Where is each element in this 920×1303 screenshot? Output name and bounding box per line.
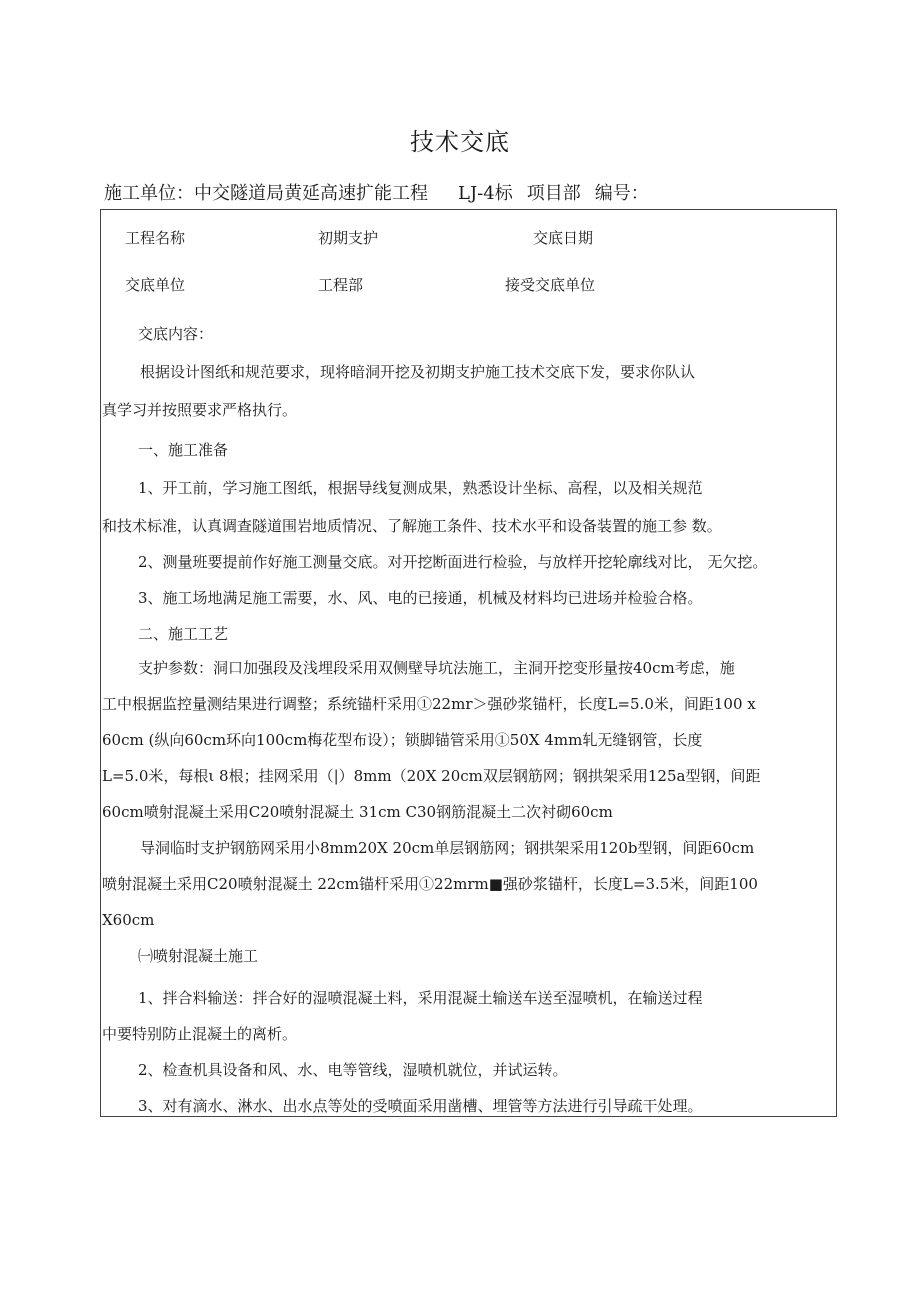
section-number: LJ-4标 (458, 183, 513, 204)
receiver-label: 接受交底单位 (505, 276, 596, 294)
section-2-para-1-line-5: 60cm喷射混凝土采用C20喷射混凝土 31cm C30钢筋混凝土二次衬砌60cm (102, 803, 613, 821)
section-2-para-1-line-3: 60cm (纵向60cm环向100cm梅花型布设）；锁脚锚管采用①50X 4mm轧无缝钢管，长度 (102, 731, 703, 749)
section-1-para-1-line-2: 和技术标准，认真调查隧道围岩地质情况、了解施工条件、技术水平和设备装置的施工参 数。 (102, 517, 722, 535)
project-name-value: 初期支护 (318, 229, 379, 247)
section-1-para-2: 2、测量班要提前作好施工测量交底。对开挖断面进行检验，与放样开挖轮廓线对比， 无欠挖。 (138, 553, 768, 571)
unit-label: 施工单位： (104, 183, 194, 204)
document-header (104, 179, 649, 205)
section-2-para-2-line-2: 喷射混凝土采用C20喷射混凝土 22cm锚杆采用①22mrm■强砂浆锚杆，长度L=3.5米，间距100 (102, 875, 758, 893)
unit-value: 中交隧道局黄延高速扩能工程 (194, 183, 428, 204)
subsection-1-para-2: 2、检查机具设备和风、水、电等管线，湿喷机就位，并试运转。 (138, 1061, 568, 1079)
section-2-title: 二、施工工艺 (138, 625, 229, 643)
number-label: 编号： (594, 183, 649, 204)
section-2-para-2-line-1: 导洞临时支护钢筋网采用小8mm20X 20cm单层钢筋网；钢拱架采用120b型钢，间距60cm (140, 839, 755, 857)
section-2-para-1-line-2: 工中根据监控量测结果进行调整；系统锚杆采用①22mr＞强砂浆锚杆，长度L=5.0米，间距100 x (102, 695, 756, 713)
section-2-para-2-line-3: X60cm (102, 911, 155, 929)
intro-line-2: 真学习并按照要求严格执行。 (102, 401, 298, 419)
section-1-para-3: 3、施工场地满足施工需要，水、风、电的已接通，机械及材料均已进场并检验合格。 (138, 589, 703, 607)
issuer-value: 工程部 (318, 276, 364, 294)
section-2-para-1-line-4: L=5.0米，每根ι 8根；挂网采用（|）8mm（20X 20cm双层钢筋网；钢拱架采用125a型钢，间距 (102, 767, 761, 785)
department: 项目部 (526, 183, 581, 204)
issuer-label: 交底单位 (125, 276, 186, 294)
section-1-para-1-line-1: 1、开工前，学习施工图纸，根据导线复测成果，熟悉设计坐标、高程，以及相关规范 (138, 479, 703, 497)
content-label: 交底内容： (138, 325, 214, 343)
intro-line-1: 根据设计图纸和规范要求，现将暗洞开挖及初期支护施工技术交底下发，要求你队认 (140, 363, 696, 381)
section-1-title: 一、施工准备 (138, 441, 229, 459)
subsection-1-para-3: 3、对有滴水、淋水、出水点等处的受喷面采用凿槽、埋管等方法进行引导疏干处理。 (138, 1097, 703, 1115)
subsection-1-para-1-line-2: 中要特别防止混凝土的离析。 (102, 1025, 298, 1043)
date-label: 交底日期 (533, 229, 594, 247)
subsection-1-title: ㈠喷射混凝土施工 (138, 947, 259, 965)
project-name-label: 工程名称 (125, 229, 186, 247)
document-title: 技术交底 (410, 128, 510, 156)
section-2-para-1-line-1: 支护参数：洞口加强段及浅埋段采用双侧壁导坑法施工，主洞开挖变形量按40cm考虑，施 (138, 659, 735, 677)
subsection-1-para-1-line-1: 1、拌合料输送：拌合好的湿喷混凝土料，采用混凝土输送车送至湿喷机，在输送过程 (138, 989, 703, 1007)
